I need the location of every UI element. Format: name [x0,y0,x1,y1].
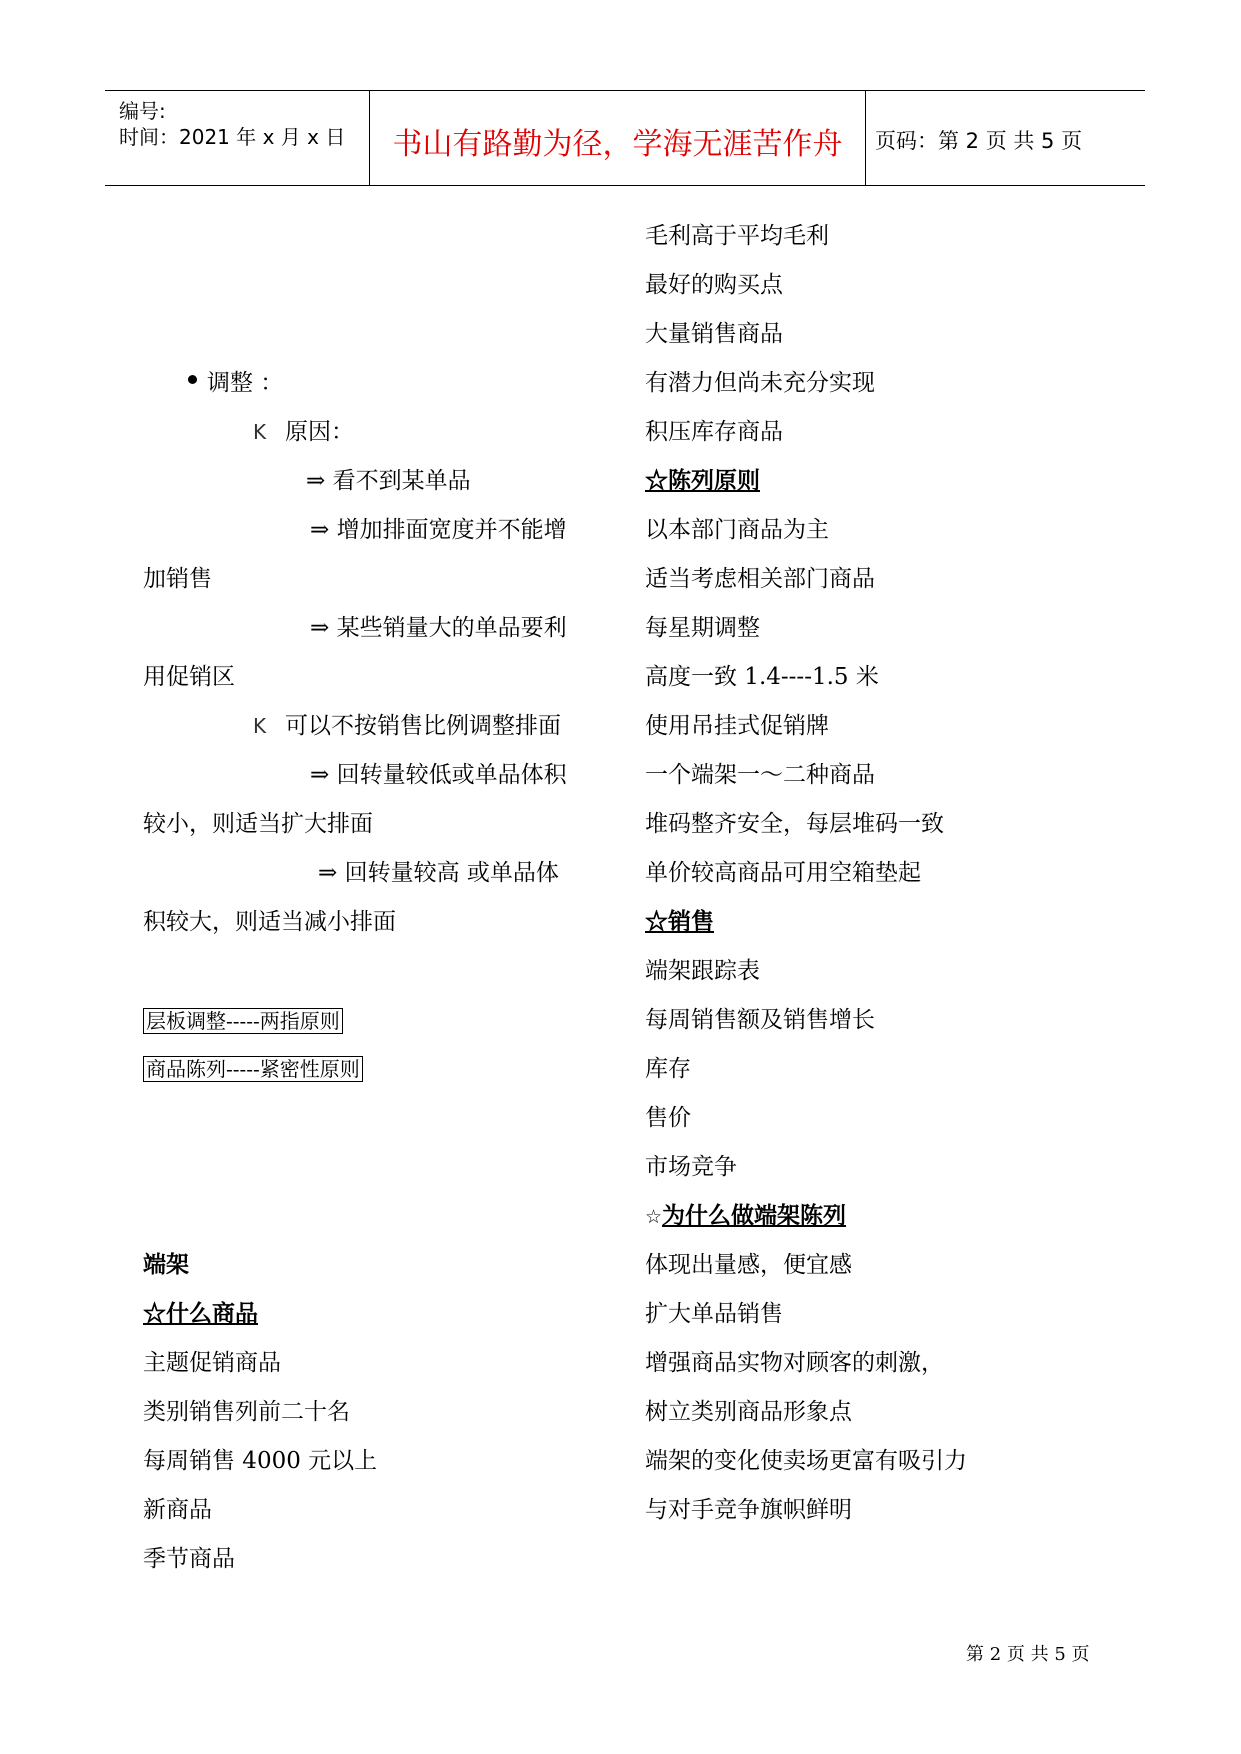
reason-item-5-cont: 积较大，则适当减小排面 [143,909,396,935]
list-item: 主题促销商品 [143,1350,281,1376]
why-endcap-heading [645,1202,846,1231]
list-item: 使用吊挂式促销牌 [645,713,829,739]
why-endcap-title: 为什么做端架陈列 [662,1202,847,1229]
list-item: 大量销售商品 [645,321,783,347]
boxed-rule-display: 商品陈列-----紧密性原则 [143,1056,363,1082]
list-item: 体现出量感，便宜感 [645,1252,852,1278]
list-item: 端架的变化使卖场更富有吸引力 [645,1448,967,1474]
list-item: 有潜力但尚未充分实现 [645,370,875,396]
reason-item-4-cont: 较小，则适当扩大排面 [143,811,373,837]
list-item: 类别销售列前二十名 [143,1399,350,1425]
reason-item-5: ⇒ 回转量较高 或单品体 [318,860,559,886]
k-marker-icon: K [253,420,267,444]
list-item: 库存 [645,1056,691,1082]
list-item: 单价较高商品可用空箱垫起 [645,860,921,886]
list-item: 以本部门商品为主 [645,517,829,543]
list-item: 高度一致 1.4----1.5 米 [645,664,879,690]
list-item: 堆码整齐安全，每层堆码一致 [645,811,944,837]
sales-title: ☆销售 [645,908,714,935]
list-item: 季节商品 [143,1546,235,1572]
page-header [105,90,1145,186]
list-item: 每周销售额及销售增长 [645,1007,875,1033]
list-item: 树立类别商品形象点 [645,1399,852,1425]
boxed-rule-shelf: 层板调整-----两指原则 [143,1008,343,1034]
list-item: 适当考虑相关部门商品 [645,566,875,592]
reason-item-1: ⇒ 看不到某单品 [306,468,471,494]
list-item: 扩大单品销售 [645,1301,783,1327]
doc-time-label: 时间：2021 年 x 月 x 日 [119,125,346,149]
header-divider-right [865,91,866,185]
reason-item-4: ⇒ 回转量较低或单品体积 [310,762,567,788]
list-item: 积压库存商品 [645,419,783,445]
header-motto: 书山有路勤为径，学海无涯苦作舟 [392,127,843,162]
list-item: 毛利高于平均毛利 [645,223,829,249]
list-item: 增强商品实物对顾客的刺激， [645,1350,944,1376]
endcap-title: 端架 [143,1251,189,1278]
list-item: 与对手竞争旗帜鲜明 [645,1497,852,1523]
list-item: 市场竞争 [645,1154,737,1180]
k-marker-icon: K [253,714,267,738]
list-item: 每星期调整 [645,615,760,641]
reason-item-3: ⇒ 某些销量大的单品要利 [310,615,567,641]
reason-item-3-cont: 用促销区 [143,664,235,690]
display-principles-title: ☆陈列原则 [645,467,760,494]
star-icon: ☆ [645,1206,663,1228]
list-item: 售价 [645,1105,691,1131]
list-item: 每周销售 4000 元以上 [143,1448,378,1474]
list-item: 最好的购买点 [645,272,783,298]
reason-item-2: ⇒ 增加排面宽度并不能增 [310,517,567,543]
doc-number-label: 编号: [119,99,166,123]
bullet-icon [188,375,197,384]
header-page-number: 页码：第 2 页 共 5 页 [875,129,1083,153]
what-goods-title: ☆什么商品 [143,1300,258,1327]
reason-label: 原因： [285,419,354,445]
list-item: 一个端架一～二种商品 [645,762,875,788]
list-item: 端架跟踪表 [645,958,760,984]
adjust-title: 调整 ： [207,370,284,396]
reason-item-2-cont: 加销售 [143,566,212,592]
list-item: 新商品 [143,1497,212,1523]
adjust-rule: 可以不按销售比例调整排面 [285,713,561,739]
page-footer: 第 2 页 共 5 页 [966,1644,1090,1665]
